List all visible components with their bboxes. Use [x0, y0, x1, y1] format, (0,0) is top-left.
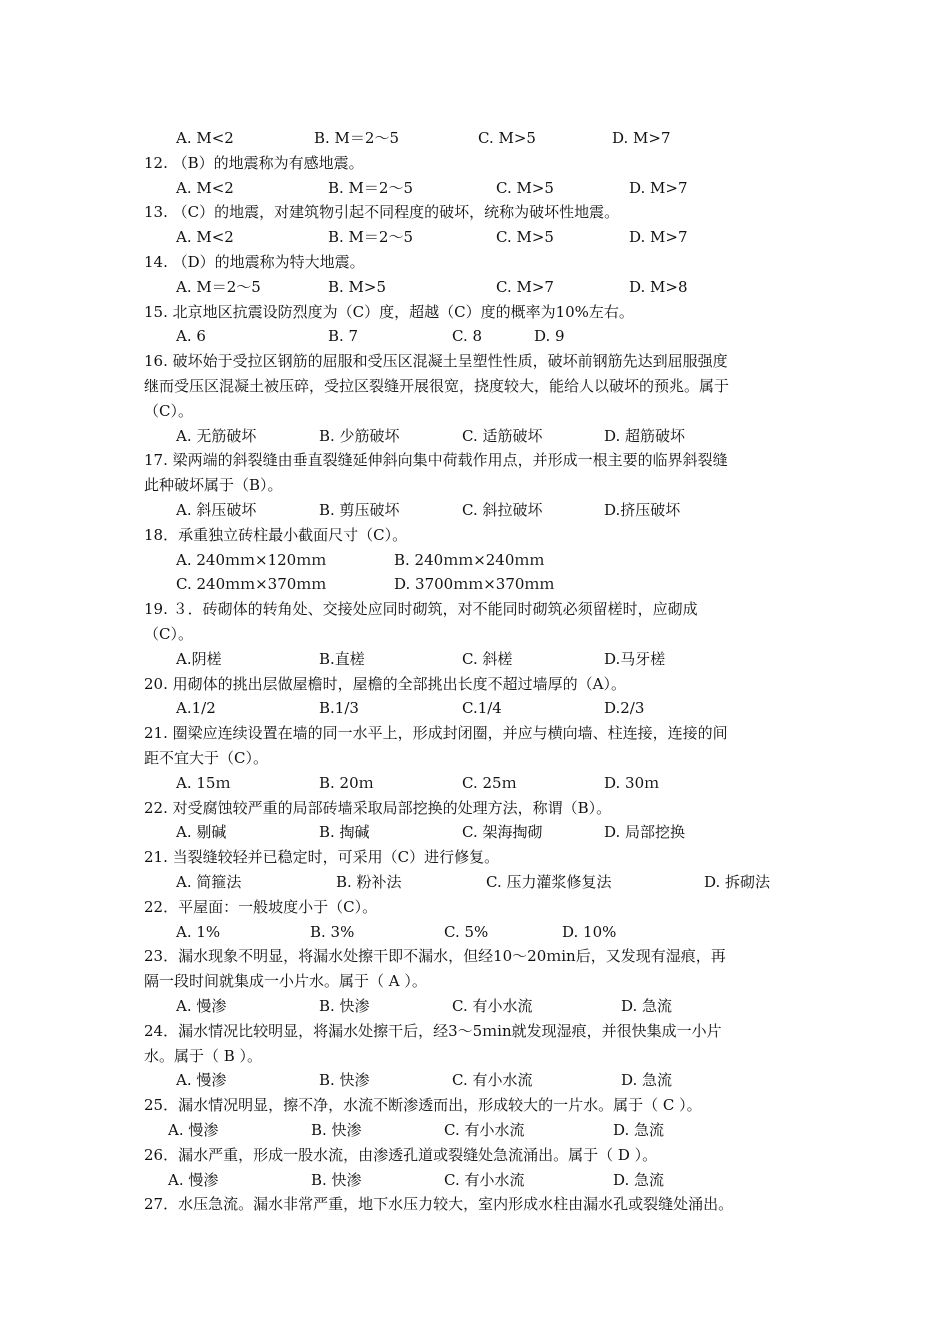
answer-option: D. 10% — [562, 923, 617, 941]
answer-option: A.1/2 — [176, 699, 216, 717]
answer-option: B. 快渗 — [319, 1071, 370, 1089]
question-line: 此种破坏属于（B）。 — [144, 476, 283, 494]
answer-option: C. 25ｍ — [462, 774, 517, 792]
answer-option: D.2/3 — [604, 699, 645, 717]
answer-option: B. 快渗 — [319, 997, 370, 1015]
answer-option: D. 30ｍ — [604, 774, 660, 792]
answer-option: B. 少筋破坏 — [319, 427, 400, 445]
answer-option: A. 无筋破坏 — [176, 427, 257, 445]
answer-option: B. 快渗 — [311, 1121, 362, 1139]
question-line: 23．漏水现象不明显，将漏水处擦干即不漏水，但经10～20ｍin后，又发现有湿痕，再 — [144, 947, 726, 965]
answer-option: B. M>5 — [328, 278, 387, 296]
answer-option: A. M<2 — [176, 179, 234, 197]
answer-option: D. 急流 — [613, 1171, 665, 1189]
answer-option: B. 掏碱 — [319, 823, 370, 841]
question-line: 19. ３．砖砌体的转角处、交接处应同时砌筑，对不能同时砌筑必须留槎时，应砌成 — [144, 600, 698, 618]
answer-option: D. 急流 — [621, 997, 673, 1015]
question-line: （C）。 — [144, 402, 193, 420]
answer-option: A. 15ｍ — [176, 774, 231, 792]
answer-option: A. 1% — [176, 923, 221, 941]
question-line: 距不宜大于（C）。 — [144, 749, 268, 767]
question-line: 水。属于（ B ）。 — [144, 1047, 263, 1065]
answer-option: B. 快渗 — [311, 1171, 362, 1189]
answer-option: A. 240ｍｍ×120ｍｍ — [176, 551, 327, 569]
answer-option: D. 局部挖换 — [604, 823, 686, 841]
question-line: 15. 北京地区抗震设防烈度为（C）度，超越（C）度的概率为10%左右。 — [144, 303, 634, 321]
answer-option: D. 超筋破坏 — [604, 427, 686, 445]
answer-option: B. 3% — [310, 923, 355, 941]
answer-option: B. M＝2～5 — [328, 228, 414, 246]
answer-option: A. 剔碱 — [176, 823, 227, 841]
question-line: 17. 梁两端的斜裂缝由垂直裂缝延伸斜向集中荷载作用点，并形成一根主要的临界斜裂缝 — [144, 451, 728, 469]
question-line: 25．漏水情况明显，擦不净，水流不断渗透而出，形成较大的一片水。属于（ C ）。 — [144, 1096, 702, 1114]
answer-option: D. 3700ｍｍ×370ｍｍ — [394, 575, 555, 593]
answer-option: D. 急流 — [613, 1121, 665, 1139]
question-line: 13. （C）的地震，对建筑物引起不同程度的破坏，统称为破坏性地震。 — [144, 203, 620, 221]
answer-option: B. 7 — [328, 327, 359, 345]
answer-option: C. 8 — [452, 327, 483, 345]
answer-option: B. M＝2～5 — [328, 179, 414, 197]
answer-option: B.1/3 — [319, 699, 359, 717]
answer-option: C. 压力灌浆修复法 — [486, 873, 612, 891]
question-line: 16. 破坏始于受拉区钢筋的屈服和受压区混凝土呈塑性性质，破坏前钢筋先达到屈服强度 — [144, 352, 728, 370]
answer-option: D.马牙槎 — [604, 650, 666, 668]
answer-option: D. 9 — [534, 327, 565, 345]
answer-option: B. 粉补法 — [336, 873, 402, 891]
answer-option: C. 5% — [444, 923, 489, 941]
answer-option: B. 20ｍ — [319, 774, 374, 792]
answer-option: D. M>7 — [629, 228, 688, 246]
answer-option: A. 斜压破坏 — [176, 501, 257, 519]
question-line: 21. 当裂缝较轻并已稳定时，可采用（C）进行修复。 — [144, 848, 500, 866]
question-line: 21. 圈梁应连续设置在墙的同一水平上，形成封闭圈，并应与横向墙、柱连接，连接的间 — [144, 724, 728, 742]
answer-option: A. 慢渗 — [176, 997, 227, 1015]
answer-option: D. M>7 — [629, 179, 688, 197]
answer-option: A. 慢渗 — [168, 1121, 219, 1139]
answer-option: C. 有小水流 — [452, 1071, 533, 1089]
answer-option: C.1/4 — [462, 699, 502, 717]
question-line: 隔一段时间就集成一小片水。属于（ A ）。 — [144, 972, 427, 990]
answer-option: C. M>5 — [496, 179, 554, 197]
answer-option: C. 斜槎 — [462, 650, 513, 668]
answer-option: D. M>8 — [629, 278, 688, 296]
answer-option: A. 6 — [176, 327, 206, 345]
answer-option: C. 适筋破坏 — [462, 427, 543, 445]
answer-option: B. M＝2～5 — [314, 129, 400, 147]
answer-option: D. 急流 — [621, 1071, 673, 1089]
answer-option: C. 有小水流 — [444, 1121, 525, 1139]
question-line: 26．漏水严重，形成一股水流，由渗透孔道或裂缝处急流涌出。属于（ D ）。 — [144, 1146, 658, 1164]
answer-option: C. M>5 — [478, 129, 536, 147]
question-line: 继而受压区混凝土被压碎，受拉区裂缝开展很宽，挠度较大，能给人以破坏的预兆。属于 — [144, 377, 730, 395]
question-line: 12. （B）的地震称为有感地震。 — [144, 154, 364, 172]
answer-option: D.挤压破坏 — [604, 501, 681, 519]
question-line: （C）。 — [144, 625, 193, 643]
answer-option: C. 斜拉破坏 — [462, 501, 543, 519]
answer-option: D. 拆砌法 — [704, 873, 771, 891]
answer-option: C. 有小水流 — [444, 1171, 525, 1189]
answer-option: A. M<2 — [176, 228, 234, 246]
answer-option: B. 剪压破坏 — [319, 501, 400, 519]
answer-option: A. 慢渗 — [176, 1071, 227, 1089]
question-line: 20. 用砌体的挑出层做屋檐时，屋檐的全部挑出长度不超过墙厚的（A）。 — [144, 675, 626, 693]
question-line: 24．漏水情况比较明显，将漏水处擦干后，经3～5ｍin就发现湿痕，并很快集成一小片 — [144, 1022, 722, 1040]
answer-option: B.直槎 — [319, 650, 365, 668]
answer-option: A. 慢渗 — [168, 1171, 219, 1189]
question-line: 22．平屋面：一般坡度小于（C）。 — [144, 898, 378, 916]
answer-option: A.阴槎 — [176, 650, 222, 668]
answer-option: C. 架海掏砌 — [462, 823, 543, 841]
answer-option: D. M>7 — [612, 129, 671, 147]
answer-option: C. M>7 — [496, 278, 554, 296]
answer-option: A. M＝2～5 — [176, 278, 261, 296]
answer-option: C. 240ｍｍ×370ｍｍ — [176, 575, 327, 593]
answer-option: A. 简箍法 — [176, 873, 242, 891]
answer-option: B. 240ｍｍ×240ｍｍ — [394, 551, 545, 569]
answer-option: C. 有小水流 — [452, 997, 533, 1015]
answer-option: C. M>5 — [496, 228, 554, 246]
answer-option: A. M<2 — [176, 129, 234, 147]
question-line: 27．水压急流。漏水非常严重，地下水压力较大，室内形成水柱由漏水孔或裂缝处涌出。 — [144, 1195, 734, 1213]
question-line: 22. 对受腐蚀较严重的局部砖墙采取局部挖换的处理方法，称谓（B）。 — [144, 799, 612, 817]
question-line: 18．承重独立砖柱最小截面尺寸（C）。 — [144, 526, 408, 544]
question-line: 14. （D）的地震称为特大地震。 — [144, 253, 365, 271]
